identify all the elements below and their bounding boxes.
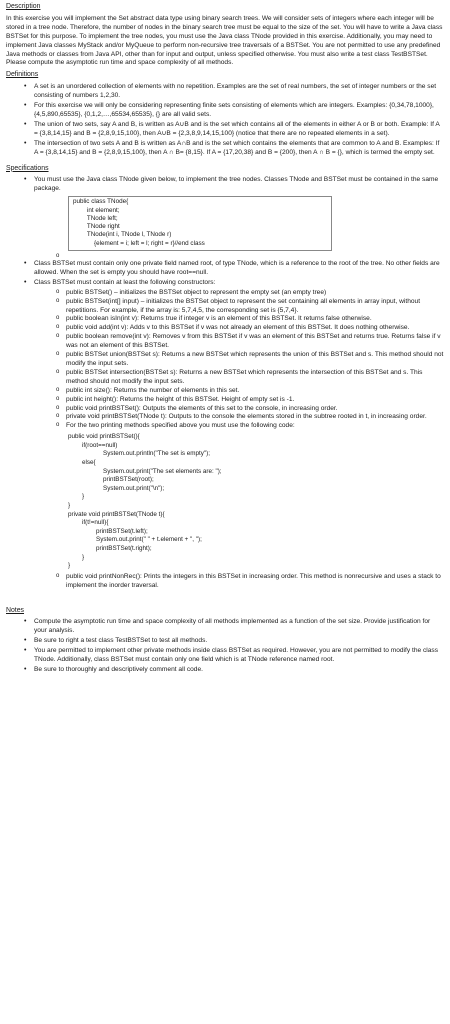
notes-heading: Notes: [6, 606, 25, 614]
method-item: o public int height(): Returns the height of this BSTSet. Height of empty set is -1.: [6, 396, 444, 405]
specifications-heading: Specifications: [6, 164, 49, 172]
definitions-heading: Definitions: [6, 71, 39, 79]
code-line: TNode(int i, TNode l, TNode r): [73, 231, 172, 239]
method-item: o public void add(int v): Adds v to this BSTSet if v was not already an element of this BSTSet. It does nothing otherwise.: [6, 324, 444, 333]
code-line: printBSTSet(t.right);: [68, 544, 152, 552]
code-line: if(root==null): [68, 441, 118, 449]
specifications-list: [6, 176, 444, 194]
method-item-nonrec: o public void printNonRec(): Prints the integers in this BSTSet in increasing order. This method is nonrecursive and uses a stack to implement the inorder traversal.: [6, 573, 444, 591]
code-line: }: [68, 493, 85, 501]
code-line: }: [68, 501, 71, 509]
code-line: System.out.print("The set elements are: ");: [68, 467, 222, 475]
method-item: o public boolean remove(int v): Removes v from this BSTSet if v was an element of this BSTSet and returns true. Returns false if v was not an element of this BSTSet.: [6, 333, 444, 351]
method-item: o public void printBSTSet(): Outputs the elements of this set to the console, in increasing order.: [6, 405, 444, 414]
code-line: public class TNode{: [73, 198, 129, 206]
code-line: }: [68, 562, 71, 570]
note-item: • Compute the asymptotic run time and space complexity of all methods implemented as a function of the set size. Provide justification for your analysis.: [6, 618, 444, 636]
code-line: }: [68, 553, 85, 561]
code-line: private void printBSTSet(TNode t){: [68, 510, 165, 518]
code-line: TNode right: [73, 223, 120, 231]
code-line: System.out.print("\n");: [68, 484, 165, 492]
note-item: • You are permitted to implement other private methods inside class BSTSet as required. However, you are not permitted to modify the class TNode. Additionally, class BSTSet must contain only one field which is at TNode reference named root.: [6, 647, 444, 665]
code-line: else{: [68, 459, 96, 466]
code-line: public void printBSTSet(){: [68, 433, 140, 441]
code-line: printBSTSet(t.left);: [68, 527, 148, 535]
method-item: o public BSTSet(int[] input) – initializes the BSTSet object to represent the set containing all elements in array input, without repetitions. For example, if the array is: 5,7,4,5, the corresponding set is {5,7,4}.: [6, 298, 444, 316]
methods-list: [6, 289, 444, 432]
definition-item: • The intersection of two sets A and B is written as A∩B and is the set which contains the elements that are common to A and B. Examples: If A = {3,8,14,15} and B = {2,8,9,15,100}, then A ∩ B= {8,15}. If A = {17,20,38} and B = {200}, then A ∩ B = {}, which is termed the empty set.: [6, 140, 444, 158]
note-item: • Be sure to right a test class TestBSTSet to test all methods.: [6, 637, 444, 646]
methods-list-2: [6, 573, 444, 591]
spec-constructors-item: • Class BSTSet must contain at least the following constructors:: [6, 279, 444, 288]
definition-item: • For this exercise we will only be considering representing finite sets consisting of elements which are integers. Examples: {0,34,78,1000}, {4,5,890,65535}, {0,1,2,…,65534,65535}, {} are all valid sets.: [6, 102, 444, 120]
code-line: TNode left;: [73, 214, 118, 222]
specifications-list-2: [6, 260, 444, 288]
definitions-list: [6, 83, 444, 157]
notes-list: [6, 618, 444, 674]
method-item: o public BSTSet() – initializes the BSTSet object to represent the empty set (an empty tree): [6, 289, 444, 298]
empty-sub-bullet: o: [56, 253, 60, 259]
code-line: if(t!=null){: [68, 519, 109, 527]
definition-item: • The union of two sets, say A and B, is written as A∪B and is the set which contains all of the elements in either A or B or both. Example: If A = {3,8,14,15} and B = {2,8,9,15,100}, then A∪B = {2,3,8,9,14,15,100} (notice that there are no repeated elements in a set).: [6, 121, 444, 139]
spec-root-item: • Class BSTSet must contain only one private field named root, of type TNode, which is a reference to the root of the tree. No other fields are allowed. When the set is empty you should have root==null.: [6, 260, 444, 278]
method-item: o public BSTSet intersection(BSTSet s): Returns a new BSTSet which represents the intersection of this BSTSet and s. This method should not modify the input sets.: [6, 369, 444, 387]
method-item: o private void printBSTSet(TNode t): Outputs to the console the elements stored in the subtree rooted in t, in increasing order.: [6, 413, 444, 422]
note-item: • Be sure to thoroughly and descriptively comment all code.: [6, 666, 444, 675]
code-line: System.out.print(" " + t.element + ", ");: [68, 536, 202, 544]
method-item: o public BSTSet union(BSTSet s): Returns a new BSTSet which represents the union of this BSTSet and s. This method should not modify the input sets.: [6, 351, 444, 369]
description-text: In this exercise you will implement the Set abstract data type using binary search trees. We will consider sets of integers where each integer will be stored in a tree node. Therefore, the number of nodes in the binary search tree must be equal to the size of the set. You will have to write a Java class BSTSet for this purpose. To implement the tree nodes, you must use the Java class TNode provided in this exercise. Additionally, you may need to implement Java classes MyStack and/or MyQueue to perform non-recursive tree traversals of a BSTSet. You are not permitted to use any predefined Java methods or classes from Java API, other than for input and output, unless specified otherwise. You must also write a test class TestBSTSet. Please compute the asymptotic run time and space complexity of all methods.: [6, 14, 443, 67]
code-line: {element = i; left = l; right = r}//end class: [73, 239, 205, 247]
method-item: o public int size(): Returns the number of elements in this set.: [6, 387, 444, 396]
spec-intro-item: • You must use the Java class TNode given below, to implement the tree nodes. Classes TNode and BSTSet must be contained in the same package.: [6, 176, 444, 194]
code-line: int element;: [73, 206, 120, 214]
code-line: printBSTSet(root);: [68, 476, 154, 484]
method-item: o For the two printing methods specified above you must use the following code:: [6, 422, 444, 431]
method-item: o public boolean isIn(int v): Returns true if integer v is an element of this BSTSet. It returns false otherwise.: [6, 315, 444, 324]
print-code-block: [68, 433, 444, 571]
definition-item: • A set is an unordered collection of elements with no repetition. Examples are the set of real numbers, the set of integer numbers or the set consisting of numbers 1,2,30.: [6, 83, 444, 101]
description-heading: Description: [6, 3, 41, 10]
code-line: System.out.println("The set is empty");: [68, 450, 210, 458]
tnode-code-block: [68, 196, 332, 251]
